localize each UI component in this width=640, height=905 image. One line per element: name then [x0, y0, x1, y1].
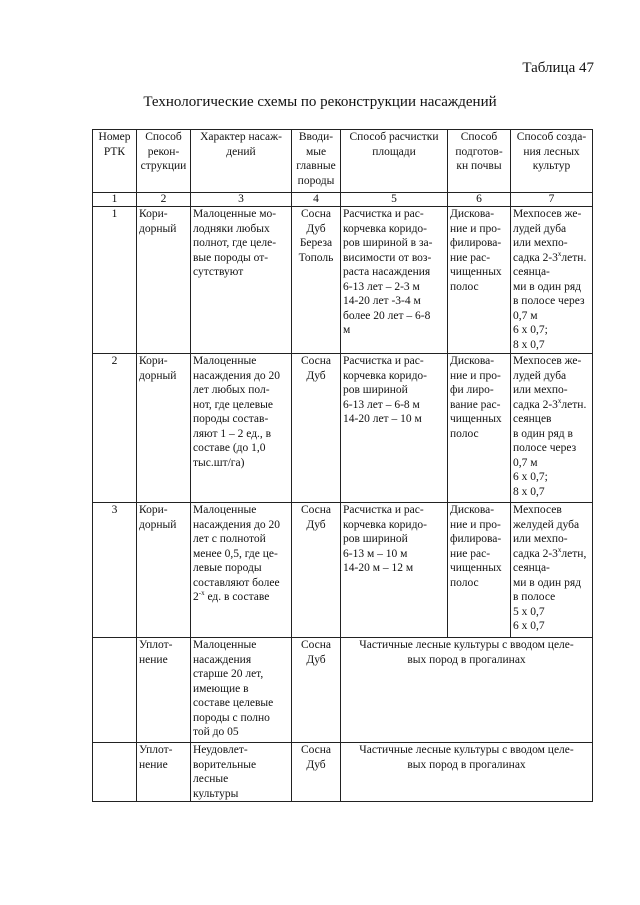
- clearing-method: Расчистка и рас- корчевка коридо- ров шириной 6-13 лет – 6-8 м 14-20 лет – 10 м: [341, 354, 448, 503]
- column-number: 7: [511, 193, 593, 207]
- character-text: ед. в составе: [204, 591, 270, 603]
- rtk-number: [93, 743, 137, 802]
- column-number: 6: [448, 193, 511, 207]
- column-number-row: [93, 193, 593, 207]
- table-row: [93, 503, 593, 638]
- culture-superscript: х: [557, 545, 562, 554]
- character-superscript: -х: [198, 589, 205, 598]
- culture-text: летн, сеянца- ми в один ряд в полосе 5 х 0,7 6 х 0,7: [513, 547, 587, 632]
- character-text: Малоценные насаждения до 20 лет с полнотой менее 0,5, где це- левые породы составляют более 2: [193, 504, 280, 603]
- clearing-method: Расчистка и рас- корчевка коридо- ров шириной в за- висимости от воз- раста насаждения 6-13 лет – 2-3 м 14-20 лет -3-4 м более 20 лет – 6-8 м: [341, 207, 448, 354]
- culture-text: Мехпосев желудей дуба или мехпо- садка 2-3: [513, 504, 580, 560]
- header-cell: Вводи- мые главные породы: [292, 130, 341, 193]
- rtk-number: 2: [93, 354, 137, 503]
- header-cell: Способ подготов- кн почвы: [448, 130, 511, 193]
- stand-character: [191, 503, 292, 638]
- header-cell: Характер насаж- дений: [191, 130, 292, 193]
- reconstruction-table: [92, 129, 593, 802]
- culture-method: [511, 207, 593, 354]
- culture-superscript: х: [557, 249, 562, 258]
- partial-cultures-note: Частичные лесные культуры с вводом целе- вых пород в прогалинах: [341, 743, 593, 802]
- column-number: 3: [191, 193, 292, 207]
- reconstruction-method: Уплот- нение: [137, 638, 191, 743]
- table-row: [93, 207, 593, 354]
- soil-preparation: Дискова- ние и про- фи лиро- вание рас- чищенных полос: [448, 354, 511, 503]
- soil-preparation: Дискова- ние и про- филирова- ние рас- чищенных полос: [448, 503, 511, 638]
- culture-text: летн. сеянца- ми в один ряд в полосе через 0,7 м 6 х 0,7; 8 х 0,7: [513, 251, 587, 351]
- partial-cultures-note: Частичные лесные культуры с вводом целе- вых пород в прогалинах: [341, 638, 593, 743]
- reconstruction-method: Уплот- нение: [137, 743, 191, 802]
- table-row: [93, 743, 593, 802]
- reconstruction-method: Кори- дорный: [137, 354, 191, 503]
- main-species: Сосна Дуб: [292, 743, 341, 802]
- rtk-number: [93, 638, 137, 743]
- header-cell: Способ рекон- струкции: [137, 130, 191, 193]
- table-row: [93, 354, 593, 503]
- reconstruction-method: Кори- дорный: [137, 207, 191, 354]
- culture-method: [511, 503, 593, 638]
- column-number: 2: [137, 193, 191, 207]
- table-row: [93, 638, 593, 743]
- culture-superscript: х: [557, 396, 562, 405]
- culture-text: Мехпосев же- лудей дуба или мехпо- садка 2-3: [513, 208, 582, 264]
- stand-character: Малоценные мо- лодняки любых полнот, где целе- вые породы от- сутствуют: [191, 207, 292, 354]
- table-number: Таблица 47: [522, 60, 594, 76]
- stand-character: Неудовлет- ворительные лесные культуры: [191, 743, 292, 802]
- culture-text: Мехпосев же- лудей дуба или мехпо- садка 2-3: [513, 355, 582, 411]
- stand-character: Малоценные насаждения до 20 лет любых пол- нот, где целевые породы состав- ляют 1 – 2 ед., в составе (до 1,0 тыс.шт/га): [191, 354, 292, 503]
- culture-method: [511, 354, 593, 503]
- stand-character: Малоценные насаждения старше 20 лет, имеющие в составе целевые породы с полно той до 05: [191, 638, 292, 743]
- rtk-number: 3: [93, 503, 137, 638]
- column-number: 4: [292, 193, 341, 207]
- header-cell: Способ созда- ния лесных культур: [511, 130, 593, 193]
- header-cell: Номер РТК: [93, 130, 137, 193]
- column-number: 5: [341, 193, 448, 207]
- table-title: Технологические схемы по реконструкции насаждений: [143, 94, 497, 110]
- main-species: Сосна Дуб: [292, 503, 341, 638]
- reconstruction-method: Кори- дорный: [137, 503, 191, 638]
- main-species: Сосна Дуб: [292, 354, 341, 503]
- header-cell: Способ расчистки площади: [341, 130, 448, 193]
- clearing-method: Расчистка и рас- корчевка коридо- ров шириной 6-13 м – 10 м 14-20 м – 12 м: [341, 503, 448, 638]
- soil-preparation: Дискова- ние и про- филирова- ние рас- чищенных полос: [448, 207, 511, 354]
- column-number: 1: [93, 193, 137, 207]
- main-species: Сосна Дуб Береза Тополь: [292, 207, 341, 354]
- header-row: [93, 130, 593, 193]
- main-species: Сосна Дуб: [292, 638, 341, 743]
- culture-text: летн. сеянцев в один ряд в полосе через 0,7 м 6 х 0,7; 8 х 0,7: [513, 398, 587, 498]
- rtk-number: 1: [93, 207, 137, 354]
